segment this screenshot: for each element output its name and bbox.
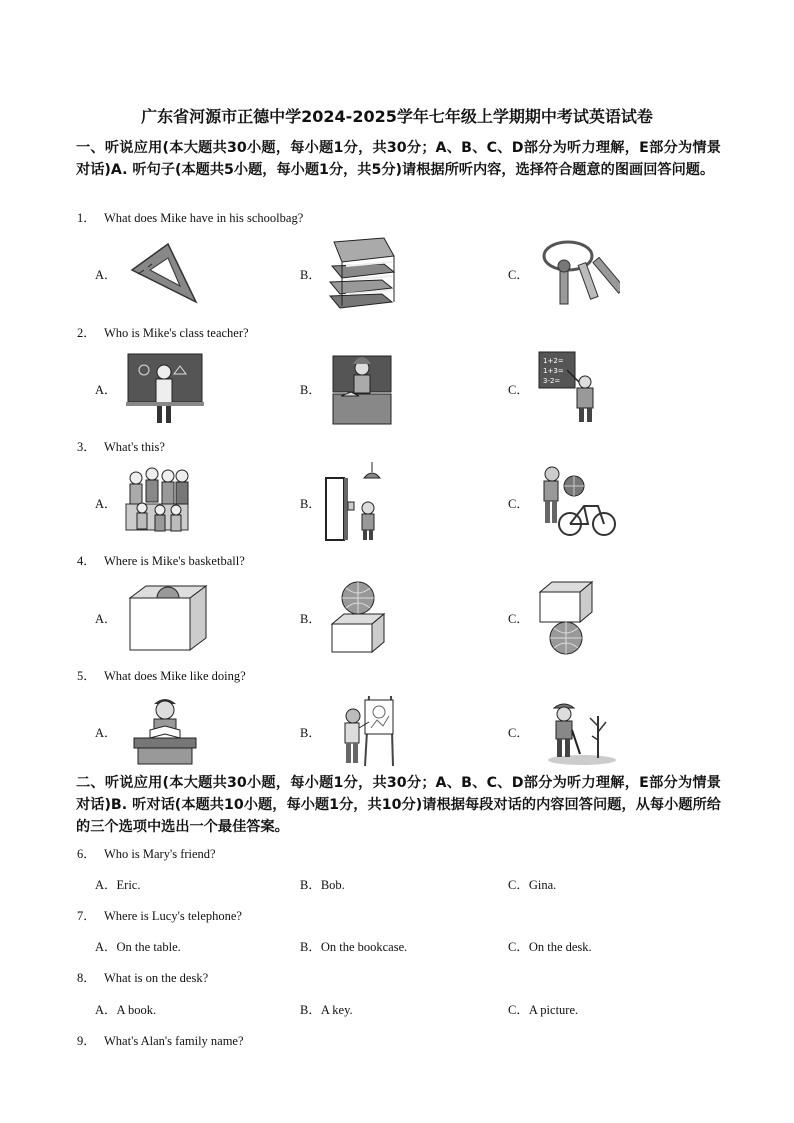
option-b[interactable]: B．Bob. <box>300 878 345 892</box>
option-c[interactable]: C． <box>508 612 529 626</box>
boy-reading-image <box>130 696 200 766</box>
question-2 <box>77 323 249 341</box>
board-line-1: 1+2= <box>543 357 564 365</box>
option-a[interactable]: A．Eric. <box>95 878 141 892</box>
question-text: What's this? <box>104 440 165 454</box>
question-9 <box>77 1031 244 1049</box>
question-number: 6． <box>77 847 96 861</box>
triangle-ruler-image <box>128 240 200 306</box>
question-7 <box>77 906 242 924</box>
question-number: 8． <box>77 971 96 985</box>
ball-on-box-image <box>330 580 386 654</box>
option-c[interactable]: C． <box>508 497 529 511</box>
teacher-pointing-board-image <box>537 350 599 424</box>
question-text: Who is Mike's class teacher? <box>104 326 249 340</box>
option-b[interactable]: B． <box>300 726 321 740</box>
question-text: What does Mike have in his schoolbag? <box>104 211 304 225</box>
question-6 <box>77 844 216 862</box>
question-number: 3． <box>77 440 96 454</box>
option-b[interactable]: B． <box>300 497 321 511</box>
question-text: Where is Lucy's telephone? <box>104 909 242 923</box>
question-3 <box>77 437 165 455</box>
question-number: 9． <box>77 1034 96 1048</box>
section-1-instructions: 一、听说应用(本大题共30小题，每小题1分，共30分；A、B、C、D部分为听力理解，E部分为情景对话)A. 听句子(本题共5小题，每小题1分，共5分)请根据所听内容，选择符合题意的图画回答问题。 <box>76 140 721 178</box>
family-photo-image <box>122 464 192 542</box>
question-number: 7． <box>77 909 96 923</box>
option-c[interactable]: C．On the desk. <box>508 940 592 954</box>
page-title: 广东省河源市正德中学2024-2025学年七年级上学期期中考试英语试卷 <box>141 107 653 126</box>
bike-boy-image <box>538 464 618 538</box>
board-line-2: 1+3= <box>543 367 564 375</box>
question-number: 5． <box>77 669 96 683</box>
books-image <box>326 236 398 312</box>
question-text: Who is Mary's friend? <box>104 847 216 861</box>
option-a[interactable]: A． <box>95 726 117 740</box>
option-c[interactable]: C． <box>508 726 529 740</box>
option-a[interactable]: A．A book. <box>95 1003 157 1017</box>
board-line-3: 3-2= <box>543 377 561 385</box>
female-teacher-desk-image <box>331 352 393 426</box>
question-text: Where is Mike's basketball? <box>104 554 245 568</box>
boy-painting-image <box>335 694 395 768</box>
question-number: 4． <box>77 554 96 568</box>
option-a[interactable]: A． <box>95 612 117 626</box>
option-a[interactable]: A．On the table. <box>95 940 181 954</box>
keys-image <box>540 236 620 310</box>
option-a[interactable]: A． <box>95 383 117 397</box>
option-b[interactable]: B． <box>300 612 321 626</box>
option-c[interactable]: C． <box>508 268 529 282</box>
question-number: 1． <box>77 211 96 225</box>
door-light-boy-image <box>324 462 382 542</box>
option-a[interactable]: A． <box>95 268 117 282</box>
option-a[interactable]: A． <box>95 497 117 511</box>
ball-in-box-image <box>128 584 208 652</box>
male-teacher-blackboard-image <box>126 352 204 426</box>
section-2-instructions: 二、听说应用(本大题共30小题，每小题1分，共30分；A、B、C、D部分为听力理解，E部分为情景对话)B. 听对话(本题共10小题，每小题1分，共10分)请根据每段对话的内容回答问题，从每小题所给的三个选项中选出一个最佳答案。 <box>76 775 721 835</box>
question-5 <box>77 666 246 684</box>
question-4 <box>77 551 245 569</box>
question-8 <box>77 968 208 986</box>
option-b[interactable]: B．A key. <box>300 1003 353 1017</box>
option-b[interactable]: B． <box>300 383 321 397</box>
question-text: What is on the desk? <box>104 971 209 985</box>
option-c[interactable]: C． <box>508 383 529 397</box>
question-text: What does Mike like doing? <box>104 669 246 683</box>
boy-planting-tree-image <box>546 696 618 766</box>
option-b[interactable]: B．On the bookcase. <box>300 940 408 954</box>
question-number: 2． <box>77 326 96 340</box>
question-text: What's Alan's family name? <box>104 1034 244 1048</box>
question-1 <box>77 208 303 226</box>
option-c[interactable]: C．A picture. <box>508 1003 579 1017</box>
ball-under-box-image <box>538 580 594 656</box>
option-c[interactable]: C．Gina. <box>508 878 557 892</box>
option-b[interactable]: B． <box>300 268 321 282</box>
